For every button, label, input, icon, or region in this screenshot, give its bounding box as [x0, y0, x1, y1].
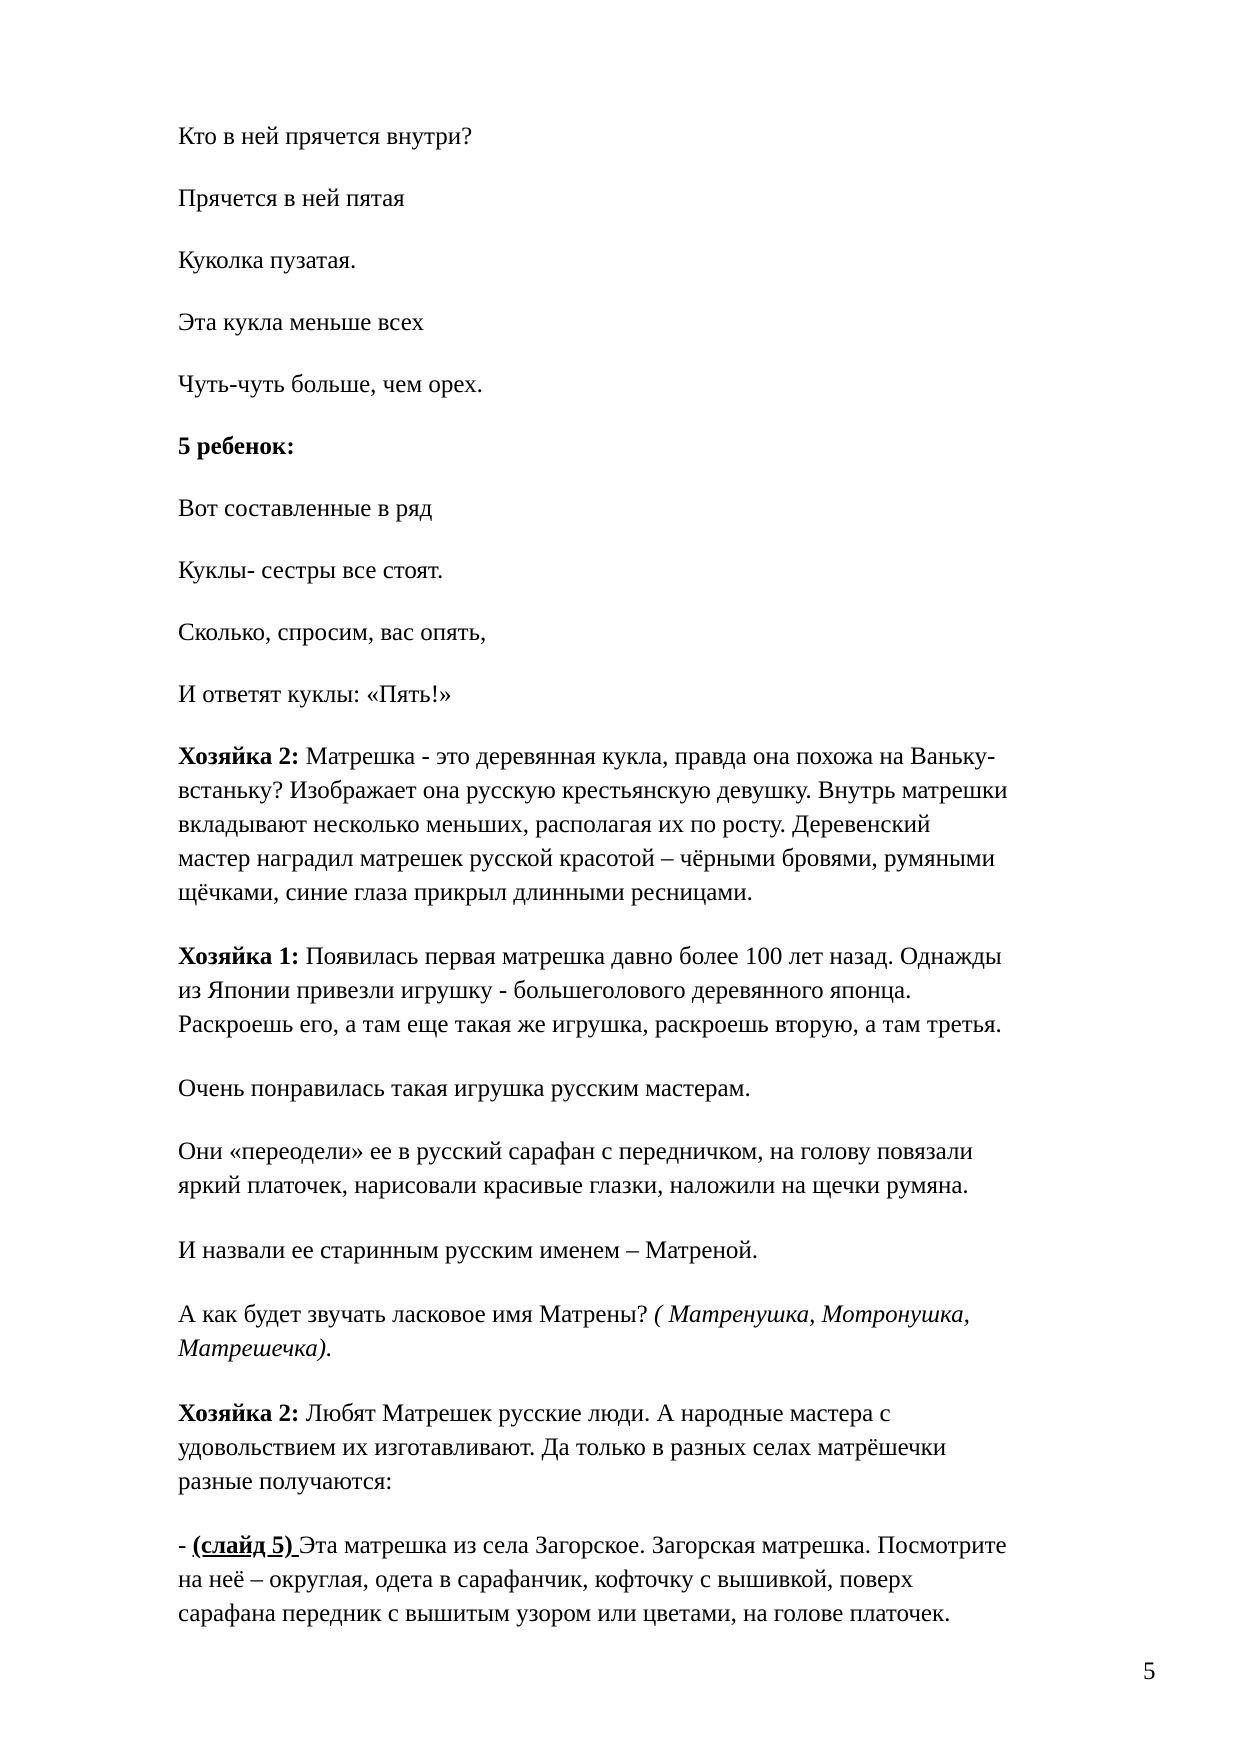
- paragraph-slide: [178, 1529, 1178, 1631]
- paragraph-line: Хозяйка 1: Появилась первая матрешка давно более 100 лет назад. Однажды: [178, 943, 1002, 970]
- paragraph-line: яркий платочек, нарисовали красивые глазки, наложили на щечки румяна.: [178, 1172, 969, 1199]
- verse-line: Куколка пузатая.: [178, 247, 357, 274]
- speaker-label: Хозяйка 1:: [178, 943, 300, 970]
- verse-line: Вот составленные в ряд: [178, 495, 433, 522]
- verse-line: Сколько, спросим, вас опять,: [178, 619, 487, 646]
- verse-line: Чуть-чуть больше, чем орех.: [178, 371, 483, 398]
- verse-line: Эта кукла меньше всех: [178, 309, 424, 336]
- paragraph-line: Они «переодели» ее в русский сарафан с передничком, на голову повязали: [178, 1138, 973, 1165]
- paragraph: [178, 1135, 1178, 1203]
- paragraph-line: разные получаются:: [178, 1468, 393, 1495]
- paragraph-line: из Японии привезли игрушку - большеголового деревянного японца.: [178, 977, 912, 1004]
- answer-text: Матрешечка).: [178, 1335, 333, 1362]
- speaker-label: 5 ребенок:: [178, 433, 295, 460]
- paragraph-line: А как будет звучать ласковое имя Матрены? ( Матренушка, Мотронушка,: [178, 1301, 970, 1328]
- paragraph-line: сарафана передник с вышитым узором или цветами, на голове платочек.: [178, 1600, 951, 1627]
- verse-line: И ответят куклы: «Пять!»: [178, 681, 452, 708]
- paragraph: [178, 1234, 1178, 1268]
- paragraph-line: встаньку? Изображает она русскую крестьянскую девушку. Внутрь матрешки: [178, 777, 1008, 804]
- page-number: 5: [1143, 1658, 1156, 1685]
- verse-line: Кто в ней прячется внутри?: [178, 123, 473, 150]
- paragraph-line: - (слайд 5) Эта матрешка из села Загорское. Загорская матрешка. Посмотрите: [178, 1532, 1007, 1559]
- paragraph-hostess-2: [178, 1397, 1178, 1499]
- verse-line: Куклы- сестры все стоят.: [178, 557, 444, 584]
- verse-line: Прячется в ней пятая: [178, 185, 405, 212]
- paragraph-line: щёчками, синие глаза прикрыл длинными ресницами.: [178, 879, 753, 906]
- speaker-heading: [178, 434, 295, 459]
- paragraph-line: Хозяйка 2: Любят Матрешек русские люди. А народные мастера с: [178, 1400, 891, 1427]
- speaker-label: Хозяйка 2:: [178, 743, 300, 770]
- paragraph-line: на неё – округлая, одета в сарафанчик, кофточку с вышивкой, поверх: [178, 1566, 914, 1593]
- paragraph-line: Очень понравилась такая игрушка русским мастерам.: [178, 1075, 751, 1102]
- speaker-label: Хозяйка 2:: [178, 1400, 300, 1427]
- paragraph: [178, 1072, 1178, 1106]
- paragraph-line: И назвали ее старинным русским именем – Матреной.: [178, 1237, 758, 1264]
- paragraph-hostess-1: [178, 940, 1178, 1042]
- answer-text: ( Матренушка, Мотронушка,: [653, 1301, 970, 1328]
- paragraph-question: [178, 1298, 1178, 1366]
- paragraph-line: [178, 1332, 1178, 1366]
- slide-reference: (слайд 5): [192, 1532, 299, 1559]
- paragraph-line: мастер наградил матрешек русской красотой – чёрными бровями, румяными: [178, 845, 996, 872]
- paragraph-line: Раскроешь его, а там еще такая же игрушка, раскроешь вторую, а там третья.: [178, 1011, 1002, 1038]
- paragraph-line: Хозяйка 2: Матрешка - это деревянная кукла, правда она похожа на Ваньку-: [178, 743, 996, 770]
- paragraph-line: удовольствием их изготавливают. Да только в разных селах матрёшечки: [178, 1434, 947, 1461]
- paragraph-line: вкладывают несколько меньших, располагая их по росту. Деревенский: [178, 811, 931, 838]
- paragraph-hostess-2: [178, 740, 1178, 910]
